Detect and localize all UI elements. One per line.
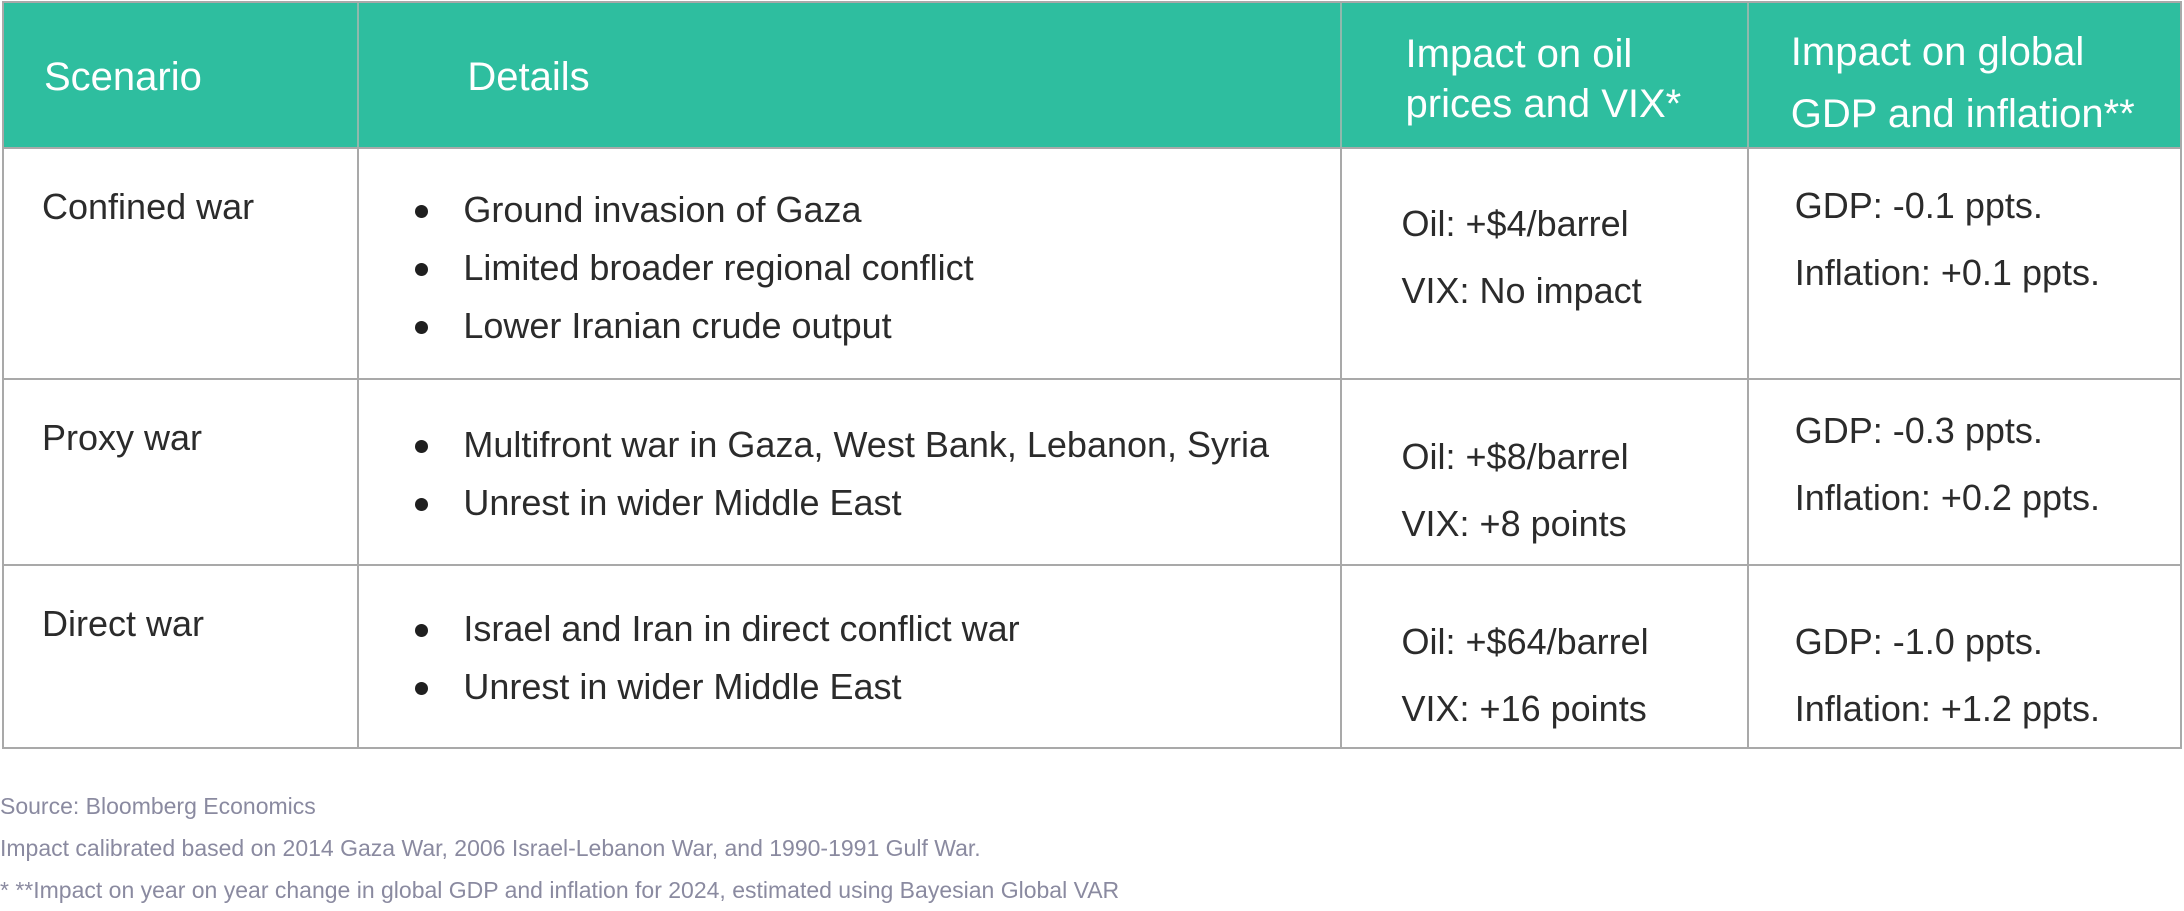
inflation-impact: Inflation: +0.1 ppts. [1794,252,2100,293]
oil-vix-cell [1340,380,1747,564]
header-details: Details [467,55,590,99]
table-row [4,378,2180,564]
oil-impact: Oil: +$64/barrel [1401,621,1649,662]
list-item [415,600,1019,658]
header-oil-vix: Impact on oil prices and VIX* [1405,32,1682,126]
list-item [415,658,1019,716]
estimation-note: * **Impact on year on year change in global GDP and inflation for 2024, estimated using Bayesian Global VAR [0,877,1120,903]
scenario-table [2,1,2182,749]
scenario-cell [4,149,357,378]
details-cell [357,380,1339,564]
list-item [415,474,1269,532]
details-list [415,181,973,355]
table-row [4,147,2180,378]
detail-text: Lower Iranian crude output [463,305,892,346]
vix-impact: VIX: +8 points [1401,503,1627,544]
bullet-icon [415,498,428,511]
gdp-inflation-values [1795,397,2100,531]
detail-text: Israel and Iran in direct conflict war [463,608,1020,649]
details-cell [357,566,1339,749]
inflation-impact: Inflation: +0.2 ppts. [1794,477,2100,518]
detail-text: Ground invasion of Gaza [463,189,862,230]
list-item [415,181,973,239]
vix-impact: VIX: No impact [1401,270,1642,311]
scenario-name: Direct war [42,603,205,644]
scenario-name: Confined war [42,186,255,227]
details-list [415,416,1269,532]
scenario-name: Proxy war [42,417,203,458]
source-note: Source: Bloomberg Economics [0,793,316,819]
header-cell-oil-vix [1340,3,1747,147]
details-list [415,600,1019,716]
gdp-inflation-cell [1747,149,2180,378]
bullet-icon [415,440,428,453]
list-item [415,416,1269,474]
oil-vix-values [1402,423,1629,557]
details-cell [357,149,1339,378]
header-gdp-inflation: Impact on global GDP and inflation** [1790,30,2135,136]
gdp-inflation-values [1795,608,2100,742]
calibration-note: Impact calibrated based on 2014 Gaza War, 2006 Israel-Lebanon War, and 1990-1991 Gulf War. [0,835,981,861]
oil-vix-cell [1340,149,1747,378]
bullet-icon [415,321,428,334]
gdp-inflation-cell [1747,380,2180,564]
detail-text: Limited broader regional conflict [463,247,974,288]
inflation-impact: Inflation: +1.2 ppts. [1794,688,2100,729]
gdp-impact: GDP: -1.0 ppts. [1794,621,2043,662]
table-row [4,564,2180,749]
scenario-cell [4,566,357,749]
list-item [415,239,973,297]
header-cell-details [357,3,1339,147]
oil-vix-values [1402,190,1642,324]
gdp-impact: GDP: -0.3 ppts. [1794,410,2043,451]
detail-text: Multifront war in Gaza, West Bank, Lebanon, Syria [463,424,1270,465]
bullet-icon [415,263,428,276]
header-cell-scenario [4,3,357,147]
detail-text: Unrest in wider Middle East [463,482,902,523]
gdp-inflation-values [1795,172,2100,306]
gdp-inflation-cell [1747,566,2180,749]
list-item [415,297,973,355]
vix-impact: VIX: +16 points [1401,688,1647,729]
oil-impact: Oil: +$4/barrel [1401,203,1629,244]
scenario-cell [4,380,357,564]
detail-text: Unrest in wider Middle East [463,666,902,707]
table-header-row [4,3,2180,147]
oil-vix-values [1402,608,1649,742]
bullet-icon [415,682,428,695]
bullet-icon [415,205,428,218]
header-scenario: Scenario [44,55,202,99]
footnotes [0,785,1119,911]
oil-impact: Oil: +$8/barrel [1401,436,1629,477]
oil-vix-cell [1340,566,1747,749]
header-cell-gdp-inflation [1747,3,2180,147]
bullet-icon [415,624,428,637]
gdp-impact: GDP: -0.1 ppts. [1794,185,2043,226]
